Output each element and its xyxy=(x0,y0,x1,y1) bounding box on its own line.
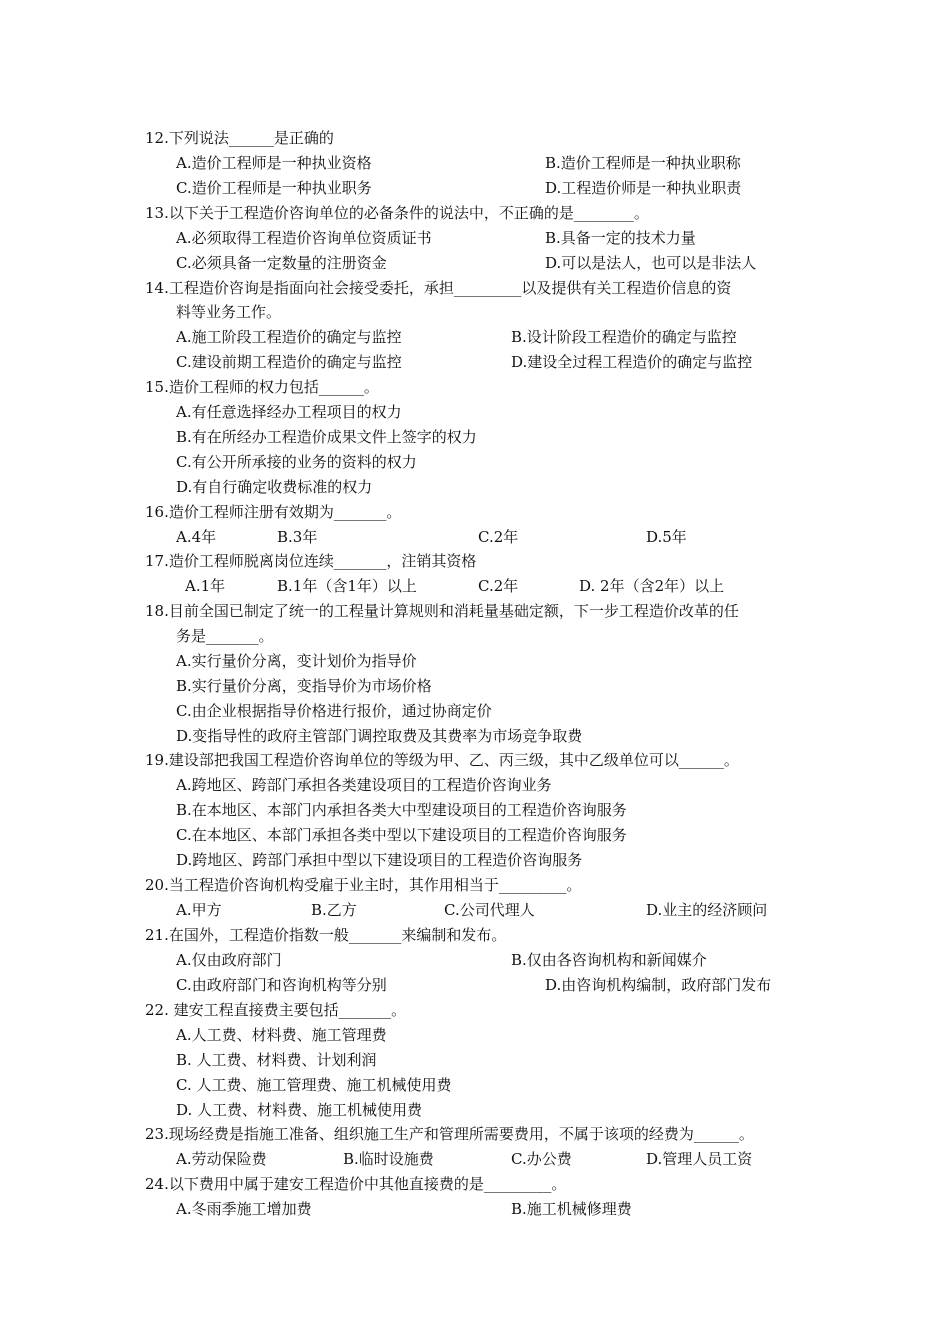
question-20-option-d: D.业主的经济顾问 xyxy=(646,901,768,919)
question-13-option-c: C.必须具备一定数量的注册资金 xyxy=(176,254,387,272)
question-13-option-b: B.具备一定的技术力量 xyxy=(545,229,696,247)
question-19-option-a: A.跨地区、跨部门承担各类建设项目的工程造价咨询业务 xyxy=(176,776,552,794)
question-17-stem: 17.造价工程师脱离岗位连续_______，注销其资格 xyxy=(145,552,477,570)
question-21-option-d: D.由咨询机构编制，政府部门发布 xyxy=(545,976,772,994)
question-14-option-d: D.建设全过程工程造价的确定与监控 xyxy=(511,353,753,371)
question-12-option-a: A.造价工程师是一种执业资格 xyxy=(176,154,372,172)
question-15-option-a: A.有任意选择经办工程项目的权力 xyxy=(176,403,402,421)
question-22-option-c: C. 人工费、施工管理费、施工机械使用费 xyxy=(176,1076,452,1094)
question-17-option-b: B.1年（含1年）以上 xyxy=(277,577,417,595)
question-17-option-a: A.1年 xyxy=(185,577,226,595)
question-18-stem-continued: 务是_______。 xyxy=(176,627,274,645)
question-20-option-b: B.乙方 xyxy=(311,901,357,919)
question-14-stem-continued: 料等业务工作。 xyxy=(176,303,282,321)
question-18-option-d: D.变指导性的政府主管部门调控取费及其费率为市场竞争取费 xyxy=(176,727,583,745)
question-19-option-d: D.跨地区、跨部门承担中型以下建设项目的工程造价咨询服务 xyxy=(176,851,583,869)
question-20-option-a: A.甲方 xyxy=(176,901,222,919)
question-24-option-a: A.冬雨季施工增加费 xyxy=(176,1200,312,1218)
question-13-option-d: D.可以是法人，也可以是非法人 xyxy=(545,254,757,272)
question-21-stem: 21.在国外，工程造价指数一般_______来编制和发布。 xyxy=(145,926,507,944)
question-16-stem: 16.造价工程师注册有效期为_______。 xyxy=(145,503,402,521)
question-14-option-a: A.施工阶段工程造价的确定与监控 xyxy=(176,328,402,346)
question-17-option-c: C.2年 xyxy=(478,577,519,595)
question-12-stem: 12.下列说法______是正确的 xyxy=(145,129,334,147)
question-14-option-c: C.建设前期工程造价的确定与监控 xyxy=(176,353,402,371)
question-16-option-d: D.5年 xyxy=(646,528,687,546)
question-22-option-b: B. 人工费、材料费、计划利润 xyxy=(176,1051,377,1069)
question-15-option-d: D.有自行确定收费标准的权力 xyxy=(176,478,373,496)
question-19-option-b: B.在本地区、本部门内承担各类大中型建设项目的工程造价咨询服务 xyxy=(176,801,627,819)
question-18-option-b: B.实行量价分离，变指导价为市场价格 xyxy=(176,677,432,695)
question-13-option-a: A.必须取得工程造价咨询单位资质证书 xyxy=(176,229,432,247)
question-22-stem: 22. 建安工程直接费主要包括_______。 xyxy=(145,1001,407,1019)
question-24-option-b: B.施工机械修理费 xyxy=(511,1200,632,1218)
question-15-option-c: C.有公开所承接的业务的资料的权力 xyxy=(176,453,417,471)
question-23-stem: 23.现场经费是指施工准备、组织施工生产和管理所需要费用，不属于该项的经费为______。 xyxy=(145,1125,754,1143)
question-19-stem: 19.建设部把我国工程造价咨询单位的等级为甲、乙、丙三级，其中乙级单位可以______。 xyxy=(145,751,739,769)
question-23-option-d: D.管理人员工资 xyxy=(646,1150,753,1168)
question-19-option-c: C.在本地区、本部门承担各类中型以下建设项目的工程造价咨询服务 xyxy=(176,826,627,844)
question-16-option-a: A.4年 xyxy=(176,528,217,546)
question-23-option-a: A.劳动保险费 xyxy=(176,1150,267,1168)
question-12-option-b: B.造价工程师是一种执业职称 xyxy=(545,154,741,172)
question-14-option-b: B.设计阶段工程造价的确定与监控 xyxy=(511,328,737,346)
question-18-option-c: C.由企业根据指导价格进行报价，通过协商定价 xyxy=(176,702,492,720)
question-22-option-a: A.人工费、材料费、施工管理费 xyxy=(176,1026,387,1044)
question-24-stem: 24.以下费用中属于建安工程造价中其他直接费的是_________。 xyxy=(145,1175,567,1193)
question-20-stem: 20.当工程造价咨询机构受雇于业主时，其作用相当于_________。 xyxy=(145,876,582,894)
question-18-stem: 18.目前全国已制定了统一的工程量计算规则和消耗量基础定额，下一步工程造价改革的任 xyxy=(145,602,739,620)
question-21-option-c: C.由政府部门和咨询机构等分别 xyxy=(176,976,387,994)
question-12-option-c: C.造价工程师是一种执业职务 xyxy=(176,179,372,197)
question-17-option-d: D. 2年（含2年）以上 xyxy=(579,577,725,595)
question-20-option-c: C.公司代理人 xyxy=(444,901,535,919)
question-22-option-d: D. 人工费、材料费、施工机械使用费 xyxy=(176,1101,423,1119)
question-16-option-b: B.3年 xyxy=(277,528,318,546)
question-23-option-c: C.办公费 xyxy=(511,1150,572,1168)
question-21-option-a: A.仅由政府部门 xyxy=(176,951,282,969)
question-15-stem: 15.造价工程师的权力包括______。 xyxy=(145,378,379,396)
question-15-option-b: B.有在所经办工程造价成果文件上签字的权力 xyxy=(176,428,477,446)
question-18-option-a: A.实行量价分离，变计划价为指导价 xyxy=(176,652,417,670)
question-14-stem: 14.工程造价咨询是指面向社会接受委托，承担_________以及提供有关工程造价信息的资 xyxy=(145,279,732,297)
question-23-option-b: B.临时设施费 xyxy=(343,1150,434,1168)
question-16-option-c: C.2年 xyxy=(478,528,519,546)
question-12-option-d: D.工程造价师是一种执业职责 xyxy=(545,179,742,197)
question-13-stem: 13.以下关于工程造价咨询单位的必备条件的说法中，不正确的是________。 xyxy=(145,204,649,222)
question-21-option-b: B.仅由各咨询机构和新闻媒介 xyxy=(511,951,707,969)
